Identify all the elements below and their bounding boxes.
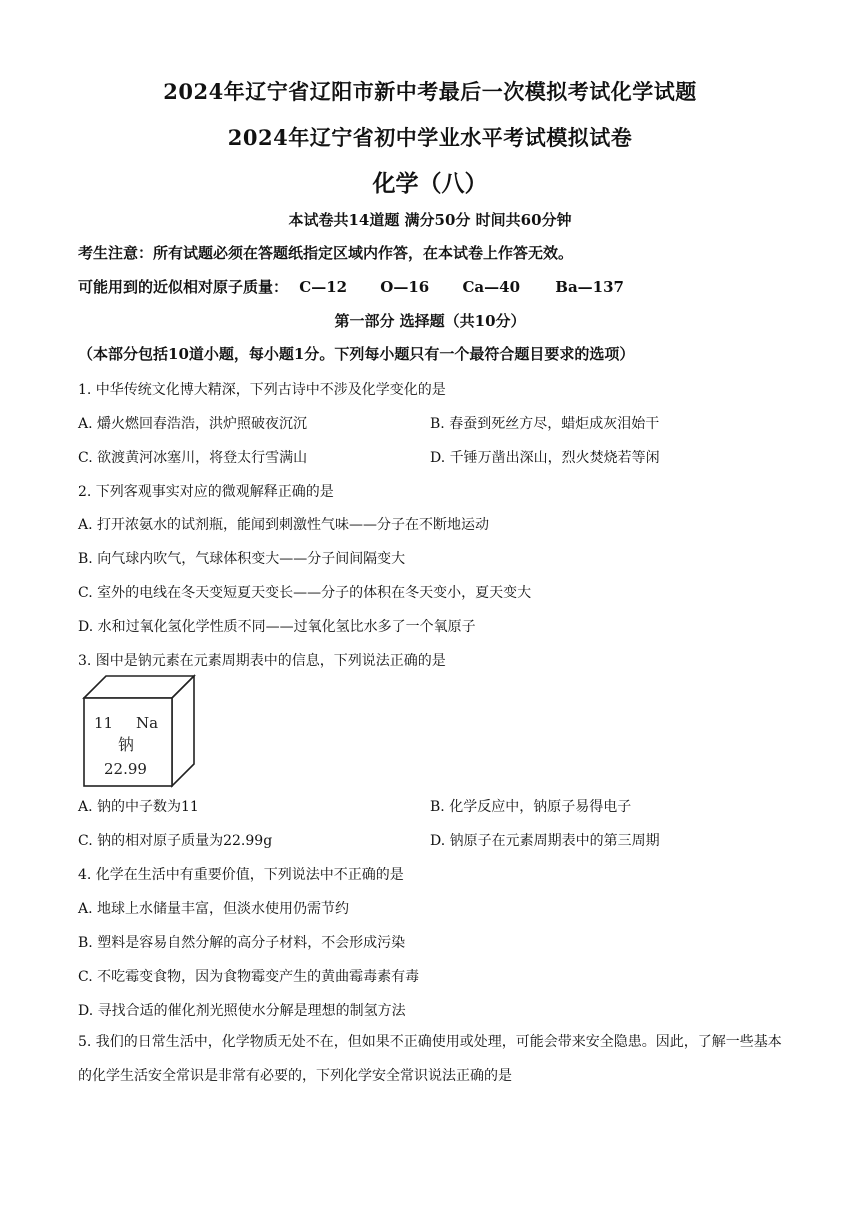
mass-barium: Ba—137: [555, 278, 624, 296]
q4-option-a: A. 地球上水储量丰富，但淡水使用仍需节约: [78, 901, 350, 917]
element-symbol: Na: [136, 714, 159, 732]
element-atomic-number: 11: [94, 714, 114, 732]
q4-option-b: B. 塑料是容易自然分解的高分子材料，不会形成污染: [78, 935, 406, 951]
element-mass: 22.99: [104, 760, 147, 778]
q1-option-b: B. 春蚕到死丝方尽，蜡炬成灰泪始干: [430, 416, 660, 432]
sodium-element-cell: [82, 674, 198, 790]
section-note: （本部分包括10道小题，每小题1分。下列每小题只有一个最符合题目要求的选项）: [78, 345, 635, 363]
q3-stem: 3. 图中是钠元素在元素周期表中的信息，下列说法正确的是: [78, 653, 446, 669]
exam-info: 本试卷共14道题 满分50分 时间共60分钟: [288, 211, 572, 229]
atomic-masses: [78, 276, 624, 297]
mass-oxygen: O—16: [380, 278, 430, 296]
q4-option-c: C. 不吃霉变食物，因为食物霉变产生的黄曲霉毒素有毒: [78, 969, 420, 985]
q2-option-a: A. 打开浓氨水的试剂瓶，能闻到刺激性气味——分子在不断地运动: [78, 517, 490, 533]
exam-subject: 化学（八）: [372, 170, 488, 197]
q1-stem: 1. 中华传统文化博大精深，下列古诗中不涉及化学变化的是: [78, 382, 446, 398]
q4-stem: 4. 化学在生活中有重要价值，下列说法中不正确的是: [78, 867, 404, 883]
q2-option-c: C. 室外的电线在冬天变短夏天变长——分子的体积在冬天变小，夏天变大: [78, 585, 532, 601]
section-title: 第一部分 选择题（共10分）: [334, 312, 526, 330]
q1-option-a: A. 爝火燃回春浩浩，洪炉照破夜沉沉: [78, 416, 308, 432]
q5-stem: 5. 我们的日常生活中，化学物质无处不在，但如果不正确使用或处理，可能会带来安全隐患。因此，了解一些基本的化学生活安全常识是非常有必要的，下列化学安全常识说法正确的是: [78, 1034, 782, 1084]
exam-title-line1: 2024年辽宁省辽阳市新中考最后一次模拟考试化学试题: [163, 79, 697, 104]
q3-option-c: C. 钠的相对原子质量为22.99g: [78, 833, 273, 849]
q2-option-b: B. 向气球内吹气，气球体积变大——分子间间隔变大: [78, 551, 406, 567]
element-name: 钠: [118, 735, 135, 754]
q4-option-d: D. 寻找合适的催化剂光照使水分解是理想的制氢方法: [78, 1003, 406, 1019]
q1-option-d: D. 千锤万凿出深山，烈火焚烧若等闲: [430, 450, 660, 466]
q2-stem: 2. 下列客观事实对应的微观解释正确的是: [78, 484, 334, 500]
q1-option-c: C. 欲渡黄河冰塞川，将登太行雪满山: [78, 450, 308, 466]
mass-carbon: C—12: [299, 278, 348, 296]
exam-notice: 考生注意：所有试题必须在答题纸指定区域内作答，在本试卷上作答无效。: [78, 244, 574, 262]
q3-option-a: A. 钠的中子数为11: [78, 799, 199, 815]
exam-title-line2: 2024年辽宁省初中学业水平考试模拟试卷: [227, 125, 633, 150]
q2-option-d: D. 水和过氧化氢化学性质不同——过氧化氢比水多了一个氧原子: [78, 619, 476, 635]
atomic-masses-label: 可能用到的近似相对原子质量：: [78, 278, 289, 296]
q3-option-d: D. 钠原子在元素周期表中的第三周期: [430, 833, 660, 849]
mass-calcium: Ca—40: [462, 278, 521, 296]
q3-option-b: B. 化学反应中，钠原子易得电子: [430, 799, 632, 815]
